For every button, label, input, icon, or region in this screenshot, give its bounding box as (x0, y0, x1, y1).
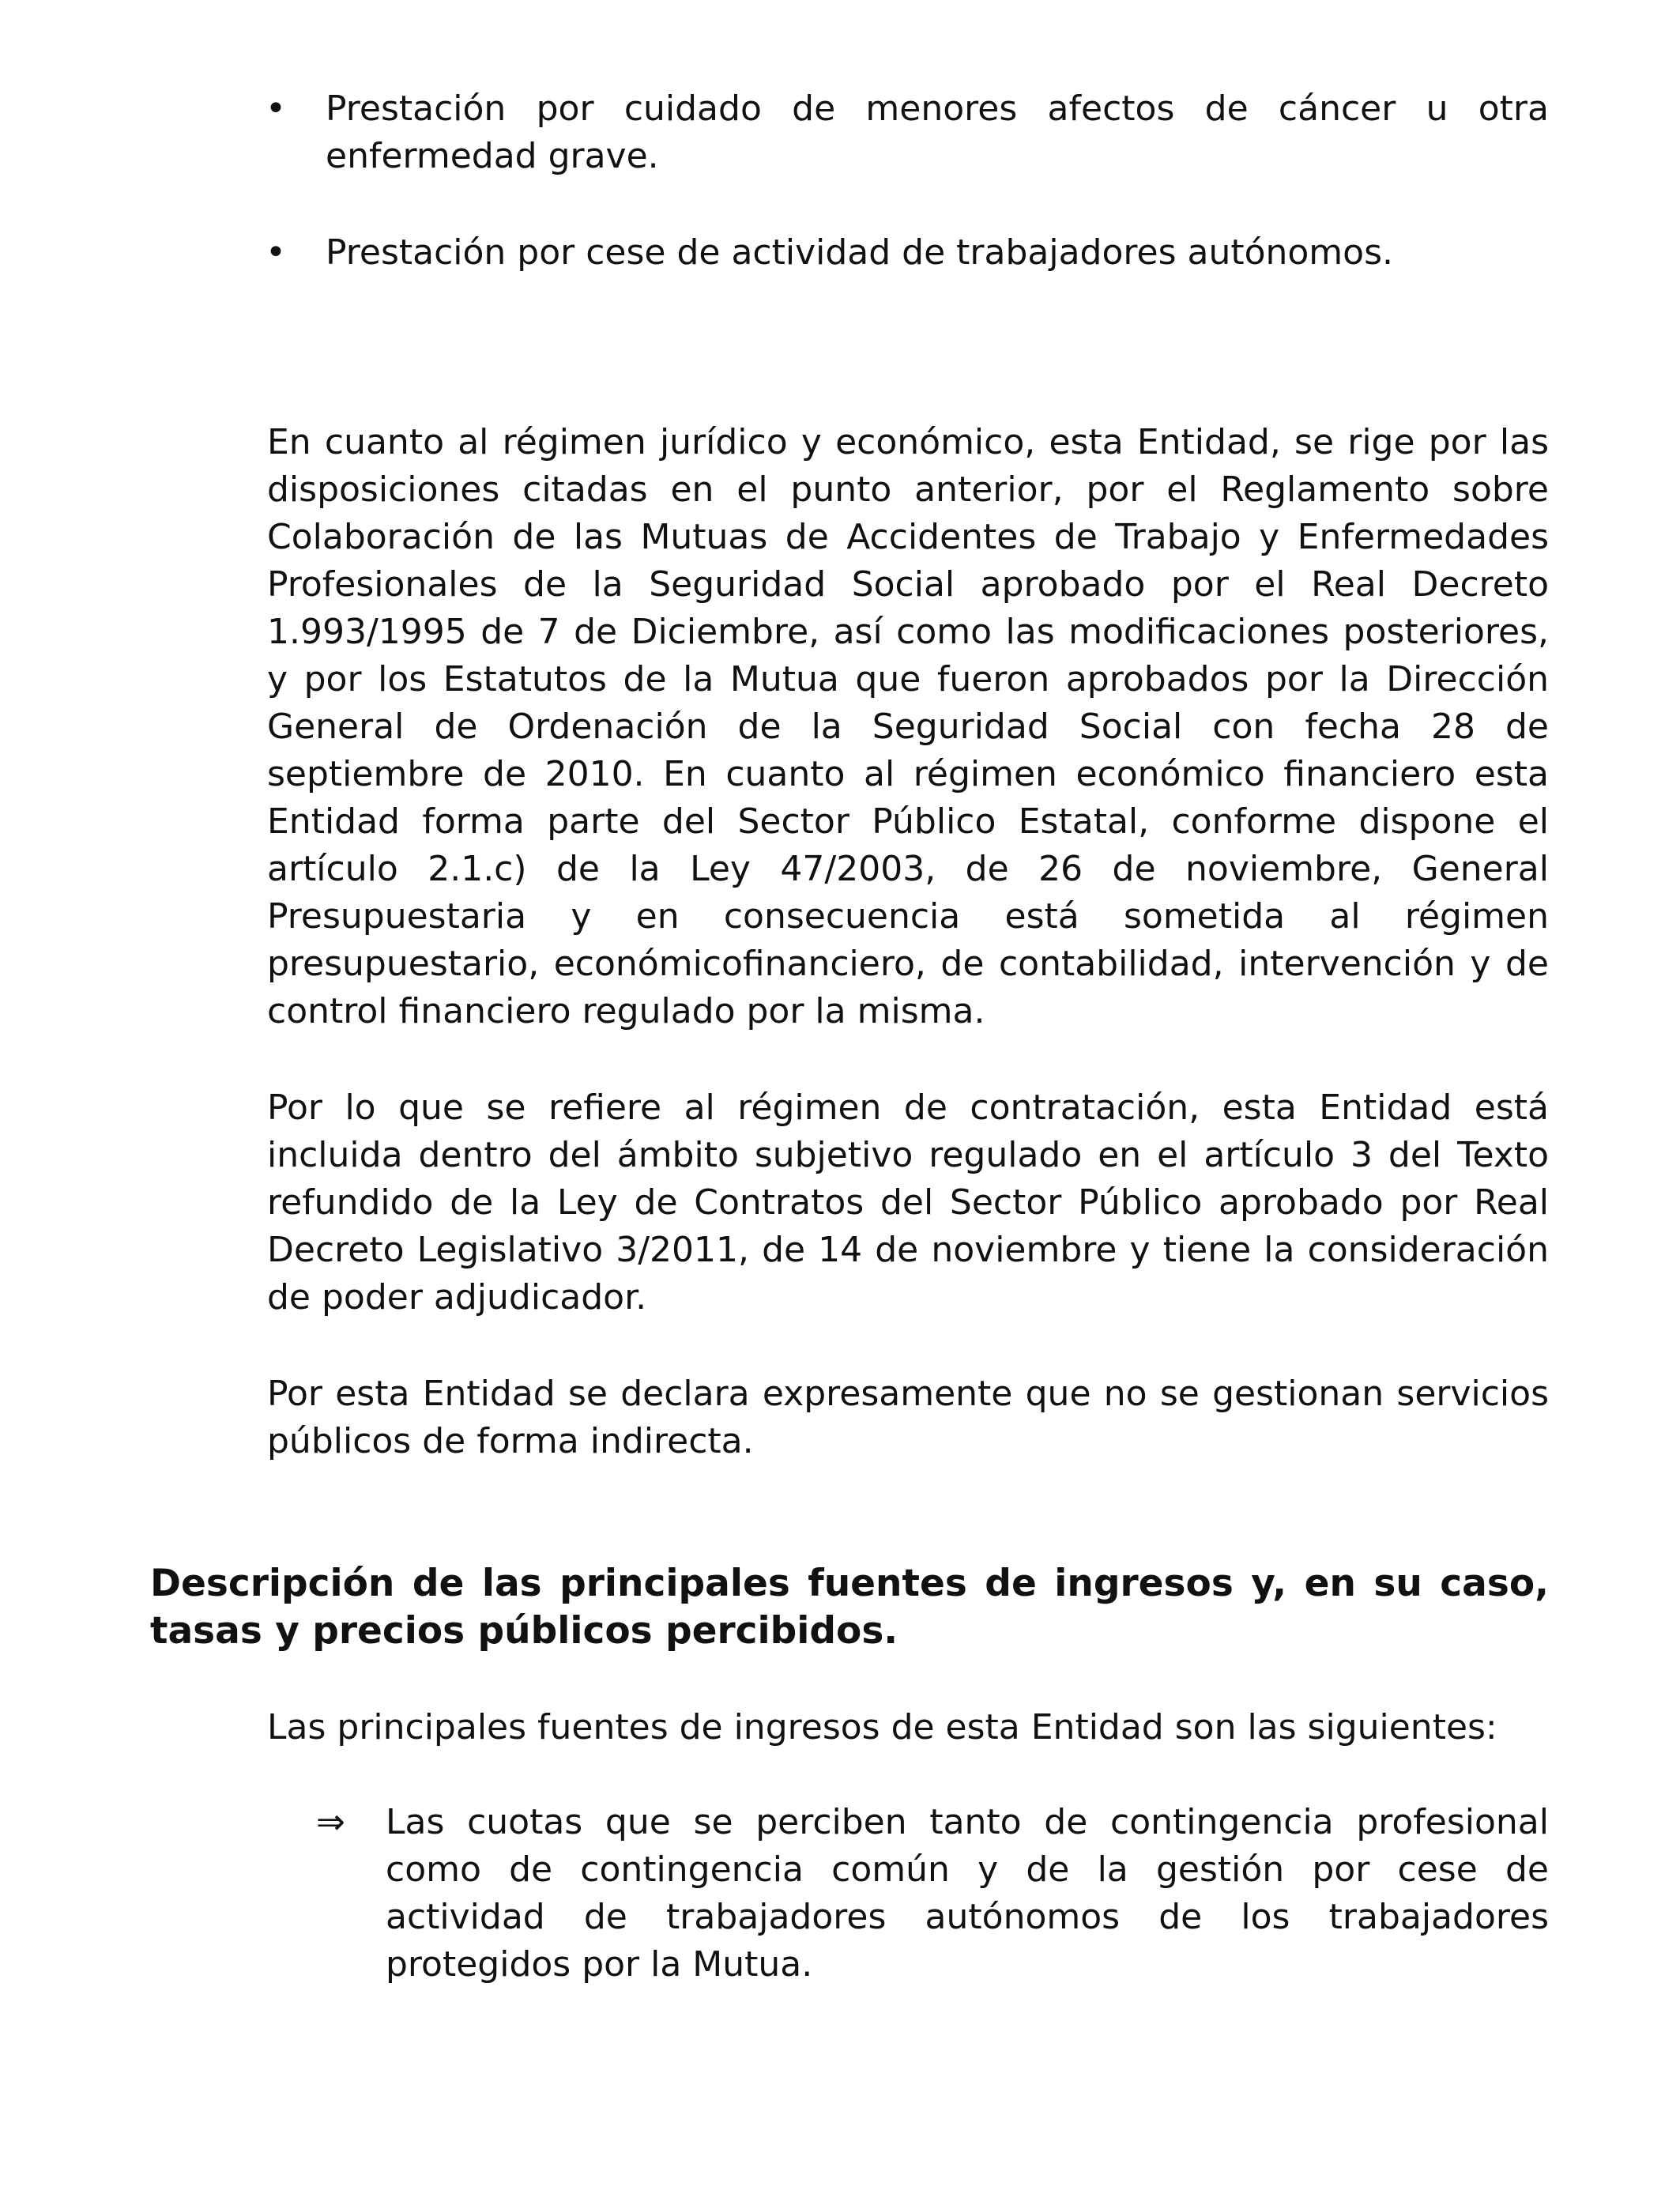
bullet-text: Prestación por cese de actividad de trabajadores autónomos. (326, 232, 1394, 273)
bullet-item (266, 229, 1549, 277)
income-source-item (316, 1799, 1549, 1989)
paragraph-regimen-juridico: En cuanto al régimen jurídico y económico, esta Entidad, se rige por las disposiciones citadas en el punto anterior, por el Reglamento sobre Colaboración de las Mutuas de Accidentes de Trabajo y Enfermedades Profesionales de la Seguridad Social aprobado por el Real Decreto 1.993/1995 de 7 de Diciembre, así como las modificaciones posteriores, y por los Estatutos de la Mutua que fueron aprobados por la Dirección General de Ordenación de la Seguridad Social con fecha 28 de septiembre de 2010. En cuanto al régimen económico financiero esta Entidad forma parte del Sector Público Estatal, conforme dispone el artículo 2.1.c) de la Ley 47/2003, de 26 de noviembre, General Presupuestaria y en consecuencia está sometida al régimen presupuestario, económicofinanciero, de contabilidad, intervención y de control financiero regulado por la misma. (267, 422, 1549, 1031)
arrow-right-icon: ⇒ (316, 1802, 345, 1842)
section-intro: Las principales fuentes de ingresos de esta Entidad son las siguientes: (267, 1707, 1497, 1747)
section-heading: Descripción de las principales fuentes de ingresos y, en su caso, tasas y precios públicos percibidos. (150, 1562, 1549, 1653)
paragraph-regimen-contratacion: Por lo que se refiere al régimen de contratación, esta Entidad está incluida dentro del ámbito subjetivo regulado en el artículo 3 del Texto refundido de la Ley de Contratos del Sector Público aprobado por Real Decreto Legislativo 3/2011, de 14 de noviembre y tiene la consideración de poder adjudicador. (267, 1088, 1549, 1318)
paragraph-servicios-publicos: Por esta Entidad se declara expresamente que no se gestionan servicios públicos de forma indirecta. (267, 1374, 1549, 1461)
bullet-item (266, 85, 1549, 180)
bullet-icon: • (266, 232, 286, 273)
bullet-icon: • (266, 89, 286, 129)
bullet-text: Prestación por cuidado de menores afectos de cáncer u otra enfermedad grave. (326, 89, 1549, 176)
income-source-text: Las cuotas que se perciben tanto de contingencia profesional como de contingencia común y de la gestión por cese de actividad de trabajadores autónomos de los trabajadores protegidos por la Mutua. (386, 1802, 1549, 1985)
